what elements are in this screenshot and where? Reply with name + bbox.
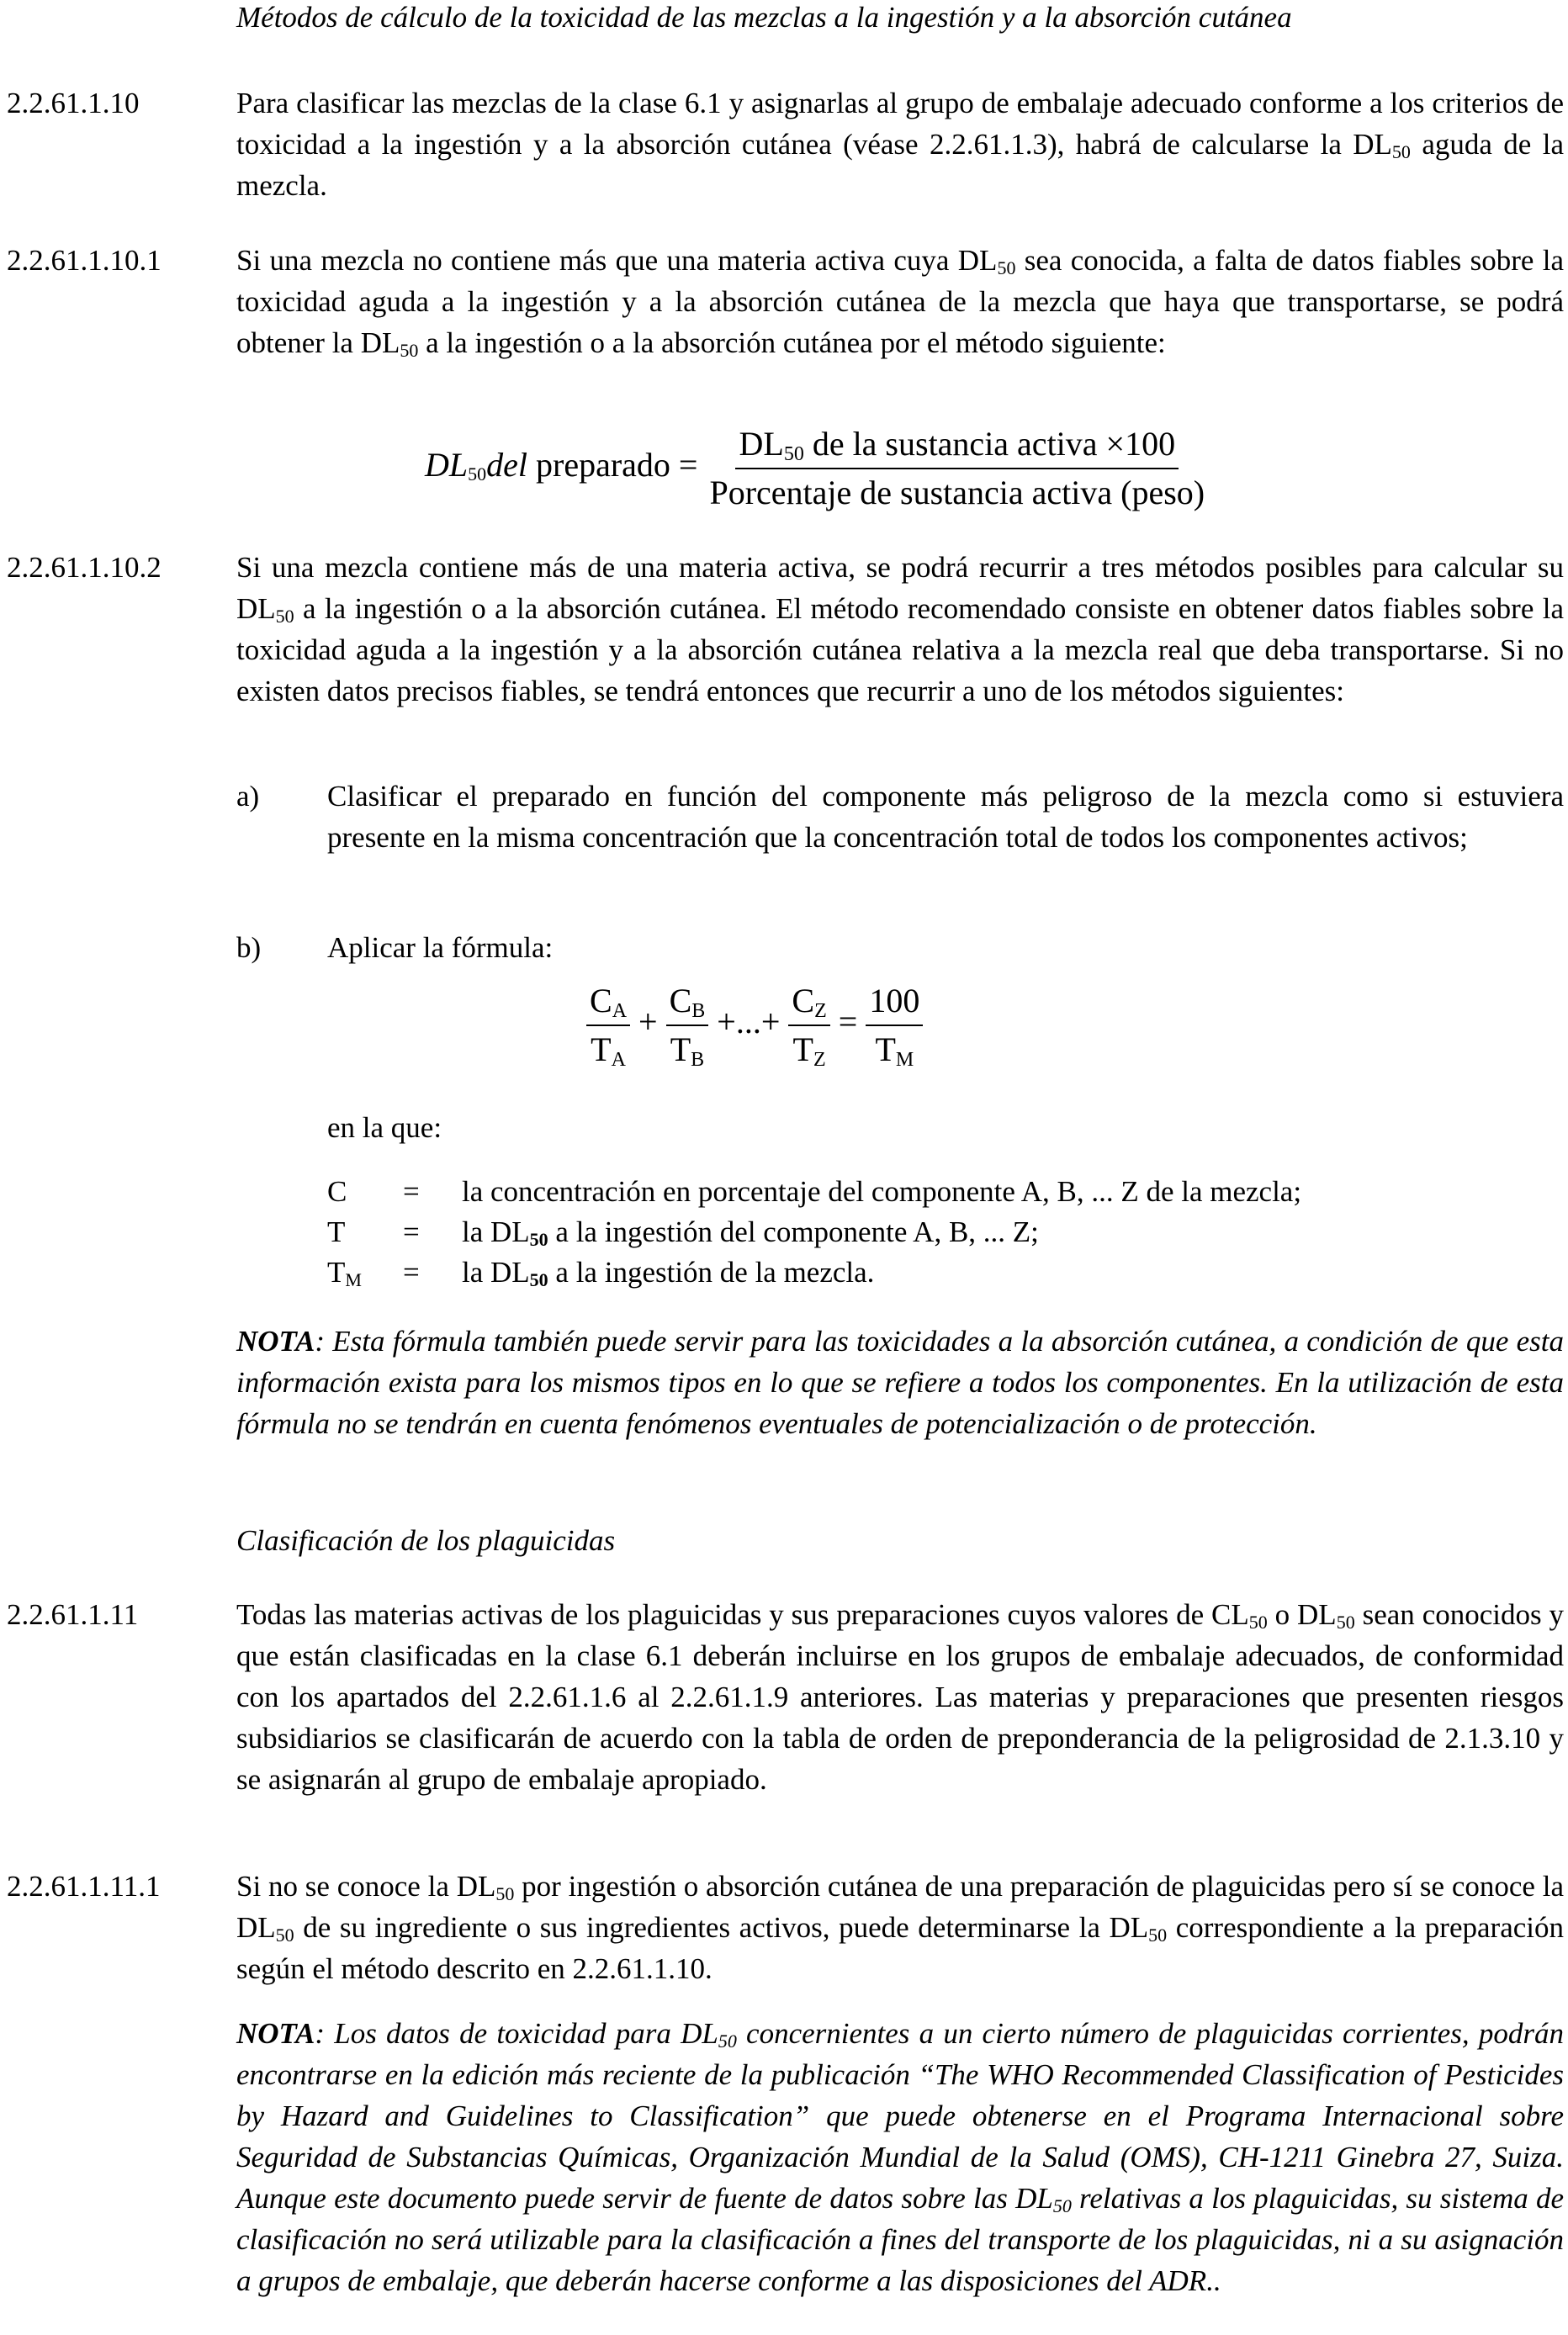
paragraph-2-2-61-1-11: Todas las materias activas de los plaguicidas y sus preparaciones cuyos valores de $CL_{50}$ o $DL_{50}$ sean conocidos y que están clasificadas en la clase 6.1 deberán incluirse en los grupos de embalaje adecuados, de conformidad con los apartados del 2.2.61.1.6 al 2.2.61.1.9 anteriores. Las materias y preparaciones que presenten riesgos subsidiarios se clasificarán de acuerdo con la tabla de orden de preponderancia de la peligrosidad de 2.1.3.10 y se asignarán al grupo de embalaje apropiado. — [236, 1598, 1565, 1796]
section-heading-toxicity-methods: Métodos de cálculo de la toxicidad de las mezclas a la ingestión y a la absorción cutánea — [236, 1, 1292, 34]
definitions-intro: en la que: — [327, 1111, 442, 1144]
definition-row-tm: $T_M$ = la $DL_{50}$ a la ingestión de la mezcla. — [327, 1256, 875, 1290]
paragraph-number: 2.2.61.1.10 — [7, 87, 140, 119]
fraction-a: $\frac{C_A}{T_A}$ — [586, 984, 630, 1067]
paragraph-2-2-61-1-10-1: Si una mezcla no contiene más que una materia activa cuya $DL_{50}$ sea conocida, a falta de datos fiables sobre la toxicidad aguda a la ingestión y a la absorción cutánea de la mezcla que haya que transportarse, se podrá obtener la $DL_{50}$ a la ingestión o a la absorción cutánea por el método siguiente: — [236, 244, 1564, 361]
list-marker-a: a) — [236, 780, 260, 813]
note-formula: NOTA: Esta fórmula también puede servir para las toxicidades a la absorción cutánea, a condición de que esta información exista para los mismos tipos en lo que se refiere a todos los componentes. En la utilización de esta fórmula no se tendrán en cuenta fenómenos eventuales de potencialización o de protección. — [236, 1325, 1564, 1440]
fraction-b: $\frac{C_B}{T_B}$ — [666, 984, 709, 1067]
definition-row-t: T = la $DL_{50}$ a la ingestión del componente A, B, ... Z; — [327, 1215, 1039, 1250]
list-item-a: Clasificar el preparado en función del componente más peligroso de la mezcla como si estuviera presente en la misma concentración que la concentración total de todos los componentes activos; — [327, 780, 1564, 854]
list-item-b: Aplicar la fórmula: — [327, 931, 554, 964]
section-heading-pesticides: Clasificación de los plaguicidas — [236, 1524, 616, 1557]
paragraph-number: 2.2.61.1.11 — [7, 1598, 139, 1631]
paragraph-number: 2.2.61.1.11.1 — [7, 1870, 161, 1903]
formula-mixture: $\frac{C_A}{T_A}$ + $\frac{C_B}{T_B}$ +...+ $\frac{C_Z}{T_Z}$ = $\frac{100}{T_M}$ — [586, 984, 923, 1067]
paragraph-2-2-61-1-10: Para clasificar las mezclas de la clase 6.1 y asignarlas al grupo de embalaje adecuado conforme a los criterios de toxicidad a la ingestión y a la absorción cutánea (véase 2.2.61.1.3), habrá de calcularse la $DL_{50}$ aguda de la mezcla. — [236, 87, 1564, 202]
list-marker-b: b) — [236, 931, 262, 964]
fraction: $\frac{DL_{50} de la sustancia activa \times 100}{\text{Porcentaje de sustancia activa (peso)}}$ — [709, 425, 1205, 511]
note-who-classification: NOTA: Los datos de toxicidad para $DL_{50}$ concernientes a un cierto número de plaguicidas corrientes, podrán encontrarse en la edición más reciente de la publicación “The WHO Recommended Classification of Pesticides by Hazard and Guidelines to Classification” que puede obtenerse en el Programa Internacional sobre Seguridad de Substancias Químicas, Organización Mundial de la Salud (OMS), CH-1211 Ginebra 27, Suiza. Aunque este documento puede servir de fuente de datos sobre las $DL_{50}$ relativas a los plaguicidas, su sistema de clasificación no será utilizable para la clasificación a fines del transporte de los plaguicidas, ni a su asignación a grupos de embalaje, que deberán hacerse conforme a las disposiciones del ADR.. — [236, 2017, 1564, 2297]
fraction-z: $\frac{C_Z}{T_Z}$ — [788, 984, 829, 1067]
paragraph-number: 2.2.61.1.10.2 — [7, 551, 162, 584]
paragraph-2-2-61-1-11-1: Si no se conoce la $DL_{50}$ por ingestión o absorción cutánea de una preparación de plaguicidas pero sí se conoce la $DL_{50}$ de su ingrediente o sus ingredientes activos, puede determinarse la $DL_{50}$ correspondiente a la preparación según el método descrito en 2.2.61.1.10. — [236, 1870, 1564, 1985]
fraction-m: $\frac{100}{T_M}$ — [866, 984, 923, 1067]
formula-dl50-single: $DL_{50}del$ preparado = $\frac{DL_{50} de la sustancia activa \times 100}{\text{Porcentaje de sustancia activa (peso)}}$ — [425, 427, 1208, 510]
definition-row-c: C = la concentración en porcentaje del componente A, B, ... Z de la mezcla; — [327, 1175, 1302, 1208]
paragraph-2-2-61-1-10-2: Si una mezcla contiene más de una materia activa, se podrá recurrir a tres métodos posibles para calcular su $DL_{50}$ a la ingestión o a la absorción cutánea. El método recomendado consiste en obtener datos fiables sobre la toxicidad aguda a la ingestión y a la absorción cutánea relativa a la mezcla real que deba transportarse. Si no existen datos precisos fiables, se tendrá entonces que recurrir a uno de los métodos siguientes: — [236, 551, 1564, 707]
paragraph-number: 2.2.61.1.10.1 — [7, 244, 162, 277]
